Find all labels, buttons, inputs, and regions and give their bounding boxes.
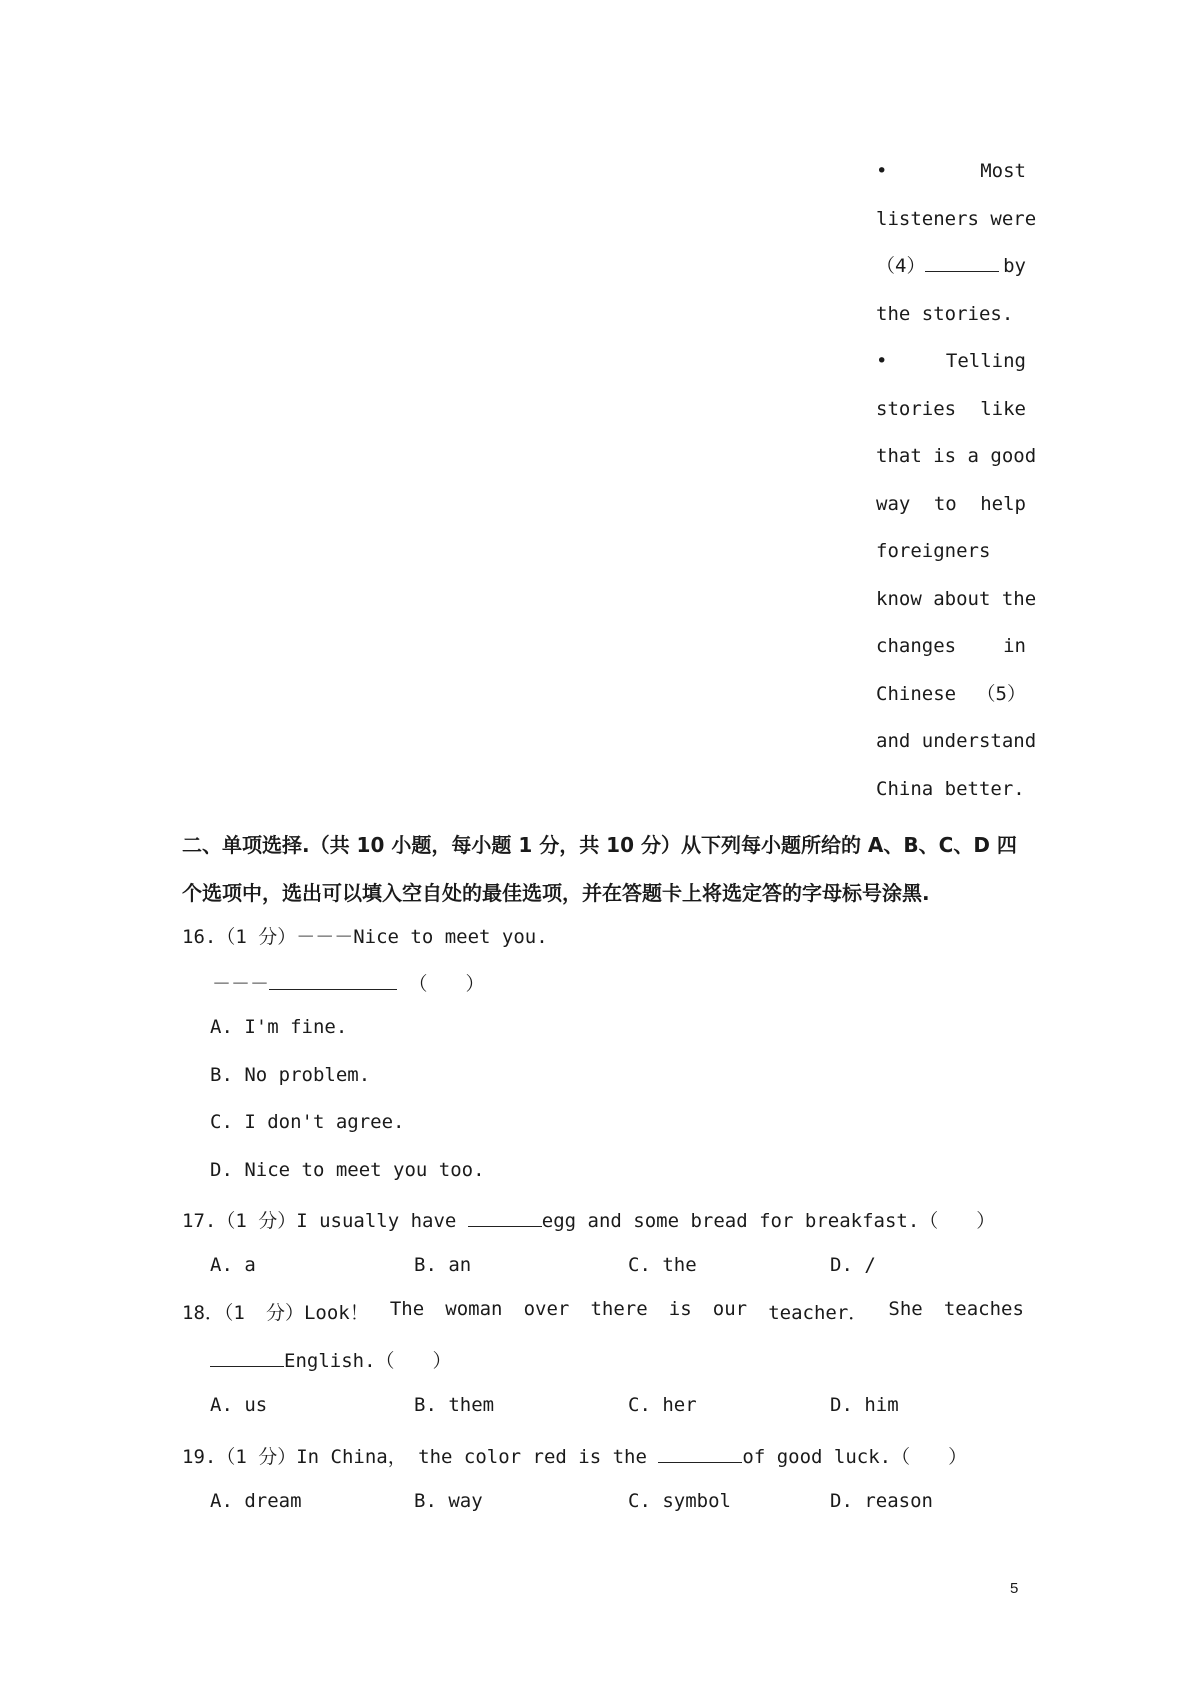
answer-blank-4[interactable] bbox=[925, 249, 999, 272]
answer-blank-16[interactable] bbox=[269, 969, 397, 990]
option-19-b[interactable]: B. way bbox=[414, 1490, 483, 1512]
page-number: 5 bbox=[1010, 1580, 1019, 1597]
column-line: foreigners bbox=[876, 540, 991, 562]
answer-blank-19[interactable] bbox=[658, 1442, 742, 1463]
answer-blank-18[interactable] bbox=[210, 1346, 284, 1367]
option-18-a[interactable]: A. us bbox=[210, 1394, 268, 1416]
option-17-a[interactable]: A. a bbox=[210, 1254, 256, 1276]
column-line: • Telling bbox=[876, 338, 1026, 386]
question-18-cont: English.（ ） bbox=[210, 1346, 452, 1373]
option-16-c[interactable]: C. I don't agree. bbox=[210, 1111, 405, 1133]
column-line: and understand bbox=[876, 730, 1037, 752]
answer-blank-17[interactable] bbox=[468, 1206, 542, 1227]
question-19-stem: 19.（1 分）In China， the color red is the of good luck.（ ） bbox=[182, 1442, 967, 1469]
option-19-c[interactable]: C. symbol bbox=[628, 1490, 731, 1512]
option-18-b[interactable]: B. them bbox=[414, 1394, 495, 1416]
option-18-c[interactable]: C. her bbox=[628, 1394, 697, 1416]
question-17-stem: 17.（1 分）I usually have egg and some bread for breakfast.（ ） bbox=[182, 1206, 995, 1233]
question-18-stem: 18．（1 分）Look！ The woman over there is our teacher． She teaches bbox=[182, 1298, 1024, 1324]
column-line: Chinese （5） bbox=[876, 682, 1026, 705]
option-16-a[interactable]: A. I'm fine. bbox=[210, 1016, 348, 1038]
option-18-d[interactable]: D. him bbox=[830, 1394, 899, 1416]
question-16-stem: 16.（1 分）－－－Nice to meet you. bbox=[182, 926, 548, 948]
column-line: listeners were bbox=[876, 207, 1037, 230]
column-line: know about the bbox=[876, 587, 1037, 610]
bullet: • bbox=[876, 160, 888, 182]
column-line: way to help bbox=[876, 492, 1026, 515]
column-line: China better. bbox=[876, 777, 1025, 800]
column-line: changes in bbox=[876, 635, 1026, 657]
question-16-reply: －－－ （ ） bbox=[212, 969, 484, 996]
passage-column bbox=[876, 148, 1037, 813]
option-19-d[interactable]: D. reason bbox=[830, 1490, 933, 1512]
option-16-d[interactable]: D. Nice to meet you too. bbox=[210, 1159, 485, 1181]
column-line: that is a good bbox=[876, 445, 1037, 467]
option-19-a[interactable]: A. dream bbox=[210, 1490, 302, 1512]
option-17-b[interactable]: B. an bbox=[414, 1254, 472, 1276]
option-16-b[interactable]: B. No problem. bbox=[210, 1064, 371, 1086]
column-line: stories like bbox=[876, 397, 1026, 420]
column-line: • Most bbox=[876, 148, 1026, 196]
option-17-c[interactable]: C. the bbox=[628, 1254, 697, 1276]
section-header: 二、单项选择.（共 10 小题，每小题 1 分，共 10 分）从下列每小题所给的 A、B、C、D 四 个选项中，选出可以填入空自处的最佳选项，并在答题卡上将选定答的字母标号涂黑. bbox=[182, 833, 1017, 905]
bullet: • bbox=[876, 350, 888, 372]
option-17-d[interactable]: D. / bbox=[830, 1254, 876, 1276]
column-line: the stories. bbox=[876, 302, 1014, 325]
column-line: （4） by bbox=[876, 243, 1026, 291]
